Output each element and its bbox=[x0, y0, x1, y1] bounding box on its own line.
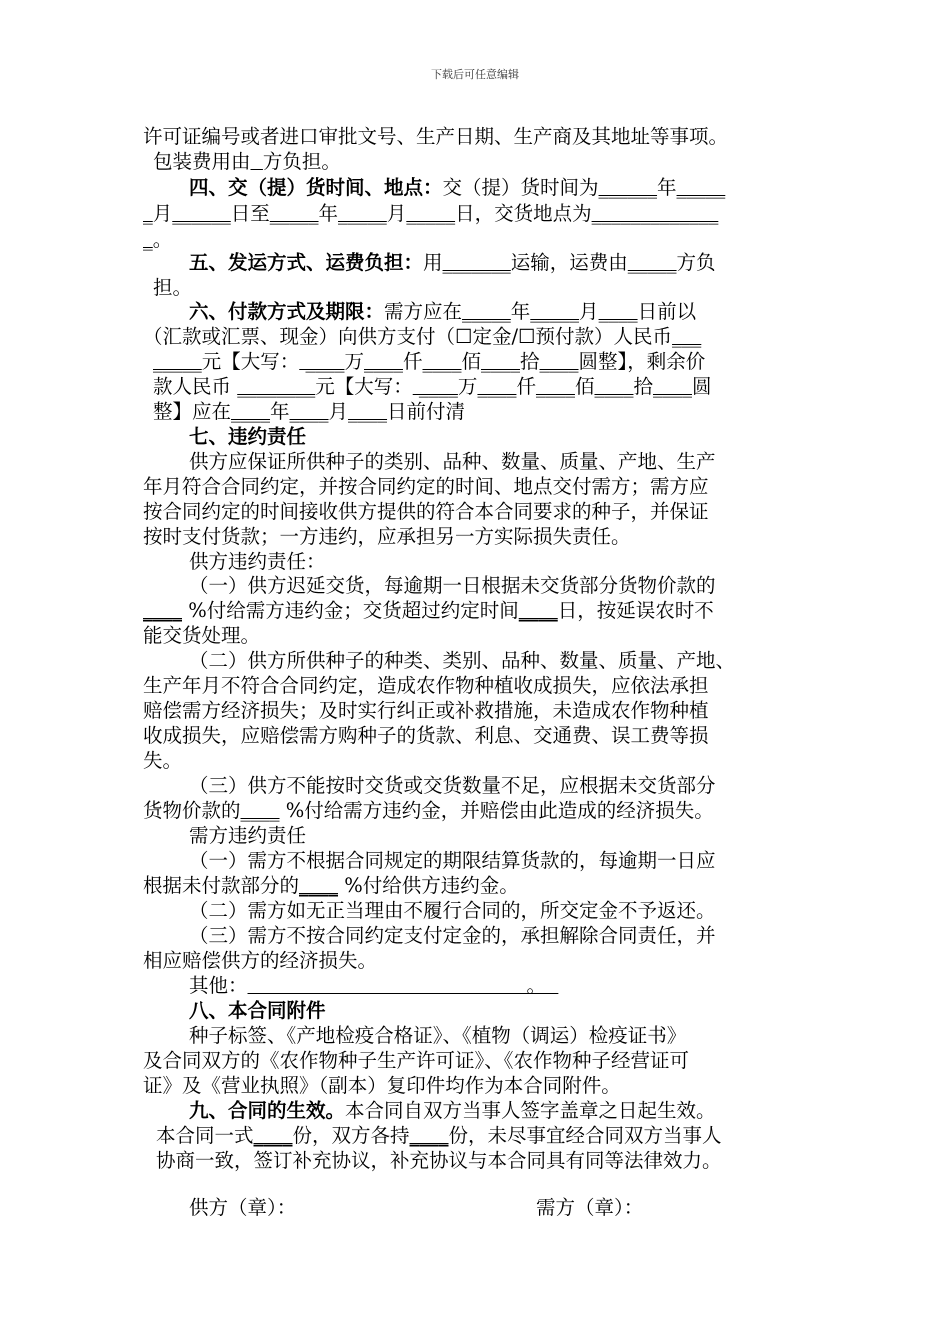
text-span: 圆 bbox=[691, 375, 712, 398]
text-span: 本合同自双方当事人签字盖章之日起生效。 bbox=[345, 1099, 716, 1122]
text-span: 日至 bbox=[230, 202, 270, 225]
text-line bbox=[143, 201, 718, 226]
blank-field: _ bbox=[143, 202, 153, 225]
text-span: 万 bbox=[457, 375, 478, 398]
text-span: 生产年月不符合合同约定，造成农作物种植收成损失，应依法承担 bbox=[143, 674, 709, 697]
text-line bbox=[143, 124, 728, 149]
text-line bbox=[153, 399, 465, 424]
blank-field: ____ bbox=[143, 599, 182, 622]
text-span: 失。 bbox=[143, 749, 183, 772]
text-span: 协商一致，签订补充协议，补充协议与本合同具有同等法律效力。 bbox=[156, 1149, 722, 1172]
section-heading: 八、本合同附件 bbox=[189, 999, 326, 1022]
text-span: 日，按延误农时不 bbox=[557, 599, 714, 622]
text-span: 收成损失，应赔偿需方购种子的货款、利息、交通费、误工费等损 bbox=[143, 724, 709, 747]
text-span: 方负 bbox=[676, 251, 716, 274]
text-span: 需方应在 bbox=[384, 300, 463, 323]
section-heading: 六、付款方式及期限： bbox=[189, 300, 385, 323]
text-line bbox=[143, 1073, 621, 1098]
buyer-seal-label: 需方（章）： bbox=[536, 1196, 644, 1219]
text-line bbox=[189, 848, 716, 873]
blank-field bbox=[251, 150, 263, 173]
text-line bbox=[189, 250, 716, 275]
text-line bbox=[143, 524, 631, 549]
blank-field: _____________ bbox=[591, 202, 719, 225]
text-line bbox=[143, 474, 709, 499]
text-span: 元【大写： bbox=[201, 350, 300, 373]
text-line bbox=[189, 773, 716, 798]
text-line bbox=[143, 948, 377, 973]
text-span: 月 bbox=[328, 400, 349, 423]
text-span: 货物价款的 bbox=[143, 799, 241, 822]
text-span: 赔偿需方经济损失；及时实行纠正或补救措施，未造成农作物种植 bbox=[143, 699, 709, 722]
text-span: 用 bbox=[423, 251, 443, 274]
text-span: 相应赔偿供方的经济损失。 bbox=[143, 949, 378, 972]
text-span: 包装费用由 bbox=[153, 150, 251, 173]
text-span: 年 bbox=[657, 176, 677, 199]
text-span: 日前付清 bbox=[387, 400, 466, 423]
section-heading: 五、发运方式、运费负担： bbox=[189, 251, 424, 274]
text-line bbox=[153, 149, 341, 174]
text-span: 其他： bbox=[189, 974, 248, 997]
text-line bbox=[143, 698, 709, 723]
text-span: 日前以 bbox=[637, 300, 697, 323]
text-line bbox=[143, 798, 714, 823]
text-line bbox=[189, 449, 716, 474]
text-span: 整】应在 bbox=[153, 400, 232, 423]
blank-field: ____ bbox=[535, 375, 575, 398]
blank-field: ________ bbox=[237, 375, 316, 398]
text-line bbox=[189, 549, 326, 574]
blank-field: _____ bbox=[406, 202, 456, 225]
blank-field: _____ bbox=[676, 176, 726, 199]
text-line bbox=[189, 424, 306, 449]
blank-field: ____ bbox=[477, 375, 517, 398]
text-span: 仟 bbox=[402, 350, 423, 373]
text-span: %付给供方违约金。 bbox=[338, 874, 519, 897]
text-line bbox=[143, 499, 709, 524]
blank-field: _____ bbox=[338, 202, 387, 225]
text-span: 证》及《营业执照》（副本）复印件均作为本合同附件。 bbox=[143, 1074, 621, 1097]
text-span: 担。 bbox=[153, 276, 193, 299]
text-line bbox=[153, 374, 712, 399]
blank-field: ____ bbox=[594, 375, 634, 398]
text-line bbox=[189, 973, 558, 998]
text-span: 份，未尽事宜经合同双方当事人 bbox=[448, 1124, 722, 1147]
supplier-seal-label: 供方（章）： bbox=[189, 1196, 297, 1219]
text-span: （一）供方迟延交货，每逾期一日根据未交货部分货物价款的 bbox=[189, 574, 716, 597]
blank-field: ____ bbox=[299, 874, 339, 897]
text-line bbox=[189, 998, 326, 1023]
text-line bbox=[143, 324, 701, 349]
blank-field: ____ bbox=[598, 300, 638, 323]
text-line bbox=[143, 673, 709, 698]
text-line bbox=[189, 1023, 686, 1048]
blank-field: ____ bbox=[412, 375, 458, 398]
blank-field: 。 bbox=[247, 974, 559, 997]
text-line bbox=[189, 898, 716, 923]
blank-field: ____ bbox=[518, 599, 558, 622]
text-span: 月 bbox=[152, 202, 173, 225]
text-span: 拾 bbox=[633, 375, 653, 398]
text-line bbox=[189, 1098, 716, 1123]
text-span: （三）供方不能按时交货或交货数量不足，应根据未交货部分 bbox=[189, 774, 716, 797]
blank-field: _____ bbox=[153, 350, 202, 373]
text-span: 月 bbox=[579, 300, 599, 323]
text-span: 年月符合合同约定，并按合同约定的时间、地点交付需方；需方应 bbox=[143, 475, 709, 498]
text-span: 款人民币 bbox=[153, 375, 238, 398]
text-line bbox=[143, 723, 709, 748]
text-line bbox=[143, 1048, 689, 1073]
text-span: 年 bbox=[510, 300, 531, 323]
text-line bbox=[143, 227, 172, 252]
text-span: 拾 bbox=[520, 350, 540, 373]
page-header: 下载后可任意编辑 bbox=[431, 68, 519, 81]
text-span: 元【大写： bbox=[315, 375, 413, 398]
text-span: 能交货处理。 bbox=[143, 624, 261, 647]
text-span: 许可证编号或者进口审批文号、生产日期、生产商及其地址等事项。 bbox=[143, 125, 729, 148]
text-span: （汇款或汇票、现金）向供方支付（☐定金/☐预付款）人民币 bbox=[143, 325, 673, 348]
text-span: 。 bbox=[152, 228, 173, 251]
text-span: 运输，运费由 bbox=[510, 251, 628, 274]
text-span: 本合同一式 bbox=[156, 1124, 254, 1147]
text-span: 圆整】，剩余价 bbox=[578, 350, 706, 373]
blank-field: ____ bbox=[299, 350, 345, 373]
blank-field: ____ bbox=[652, 375, 692, 398]
text-span: 万 bbox=[344, 350, 364, 373]
text-span: 月 bbox=[386, 202, 407, 225]
text-span: 种子标签、《产地检疫合格证》、《植物（调运）检疫证书》 bbox=[189, 1024, 687, 1047]
text-span: （二）需方如无正当理由不履行合同的，所交定金不予返还。 bbox=[189, 899, 716, 922]
text-line bbox=[153, 349, 705, 374]
section-heading: 四、交（提）货时间、地点： bbox=[189, 176, 443, 199]
blank-field: _____ bbox=[627, 251, 677, 274]
text-span: 根据未付款部分的 bbox=[143, 874, 300, 897]
text-span: 日，交货地点为 bbox=[455, 202, 592, 225]
text-span: 佰 bbox=[461, 350, 482, 373]
blank-field: ____ bbox=[363, 350, 403, 373]
text-line bbox=[143, 598, 714, 623]
text-span: （三）需方不按合同约定支付定金的，承担解除合同责任，并 bbox=[189, 924, 716, 947]
text-span: 及合同双方的《农作物种子生产许可证》、《农作物种子经营证可 bbox=[143, 1049, 690, 1072]
blank-field: _______ bbox=[442, 251, 511, 274]
blank-field: ____ bbox=[348, 400, 388, 423]
text-span: （二）供方所供种子的种类、类别、品种、数量、质量、产地、 bbox=[189, 649, 736, 672]
blank-field: ___ bbox=[672, 325, 702, 348]
text-line bbox=[189, 299, 696, 324]
blank-field: _____ bbox=[462, 300, 511, 323]
text-line bbox=[156, 1123, 722, 1148]
text-line bbox=[189, 175, 725, 200]
text-line bbox=[189, 823, 306, 848]
blank-field: ____ bbox=[231, 400, 271, 423]
text-line bbox=[156, 1148, 722, 1173]
text-line bbox=[143, 748, 182, 773]
text-span: 交（提）货时间为 bbox=[442, 176, 599, 199]
text-line bbox=[143, 873, 519, 898]
blank-field: _____ bbox=[269, 202, 319, 225]
text-span: 年 bbox=[270, 400, 290, 423]
text-span: %付给需方违约金；交货超过约定时间 bbox=[182, 599, 519, 622]
section-heading: 七、违约责任 bbox=[189, 425, 307, 448]
blank-field: ____ bbox=[422, 350, 462, 373]
text-span: 供方应保证所供种子的类别、品种、数量、质量、产地、生产 bbox=[189, 450, 716, 473]
blank-field: ____ bbox=[240, 799, 280, 822]
blank-field: ____ bbox=[253, 1124, 293, 1147]
blank-field: ____ bbox=[481, 350, 521, 373]
text-line bbox=[189, 573, 716, 598]
blank-field: ____ bbox=[409, 1124, 449, 1147]
text-span: 佰 bbox=[574, 375, 595, 398]
text-line bbox=[153, 275, 192, 300]
text-line bbox=[143, 623, 260, 648]
blank-field: _ bbox=[143, 228, 153, 251]
text-span: 年 bbox=[318, 202, 339, 225]
blank-field: _____ bbox=[530, 300, 580, 323]
text-line bbox=[189, 923, 716, 948]
text-span: 供方违约责任： bbox=[189, 550, 326, 573]
blank-field: ______ bbox=[598, 176, 658, 199]
text-span: 仟 bbox=[516, 375, 536, 398]
text-span: 按时支付货款；一方违约，应承担另一方实际损失责任。 bbox=[143, 525, 631, 548]
blank-field: ____ bbox=[539, 350, 579, 373]
text-span: 方负担。 bbox=[262, 150, 341, 173]
section-heading: 九、合同的生效。 bbox=[189, 1099, 346, 1122]
text-span: （一）需方不根据合同规定的期限结算货款的，每逾期一日应 bbox=[189, 849, 716, 872]
text-span: %付给需方违约金，并赔偿由此造成的经济损失。 bbox=[279, 799, 714, 822]
blank-field: ______ bbox=[172, 202, 231, 225]
blank-field: ____ bbox=[289, 400, 329, 423]
text-span: 需方违约责任 bbox=[189, 824, 307, 847]
text-line bbox=[189, 648, 735, 673]
text-span: 份，双方各持 bbox=[292, 1124, 410, 1147]
text-span: 按合同约定的时间接收供方提供的符合本合同要求的种子，并保证 bbox=[143, 500, 709, 523]
